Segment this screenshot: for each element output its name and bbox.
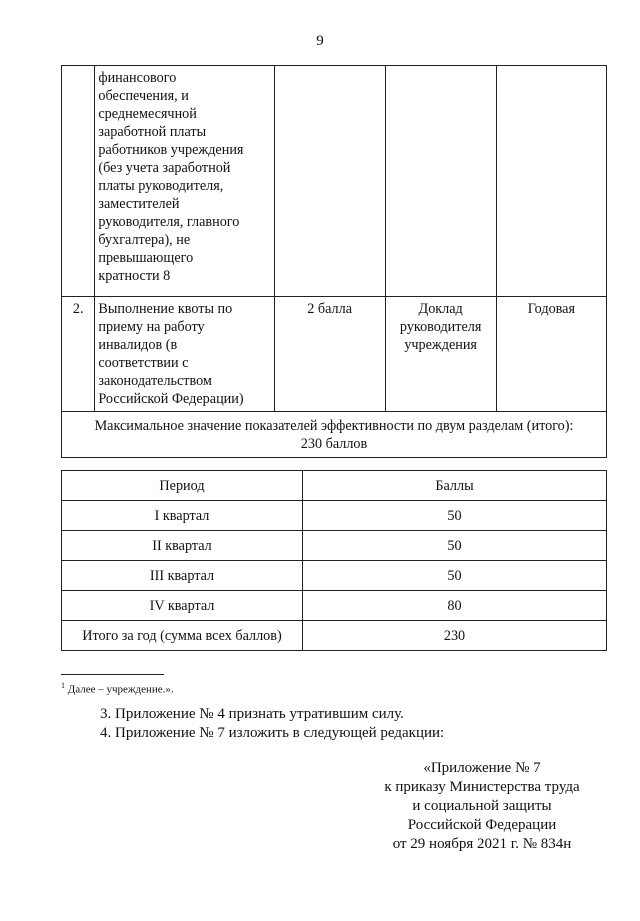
report-line: учреждения xyxy=(404,337,477,353)
report-cell xyxy=(385,297,496,412)
indicator-name-cell xyxy=(95,66,274,297)
footnote-divider xyxy=(61,674,164,675)
row-number-cell: 2. xyxy=(62,297,95,412)
footnote xyxy=(61,681,174,696)
table-row xyxy=(62,561,607,591)
table-row xyxy=(62,297,607,412)
table-row xyxy=(62,66,607,297)
table-row xyxy=(62,501,607,531)
indicator-name-line: финансового xyxy=(98,70,177,86)
indicator-name-line: бухгалтера), не xyxy=(98,232,191,248)
indicator-name-line: инвалидов (в xyxy=(98,337,178,353)
table-row xyxy=(62,531,607,561)
indicator-name-line: соответствии с xyxy=(98,355,189,371)
table-row xyxy=(62,591,607,621)
report-line: Доклад xyxy=(418,301,463,317)
indicator-name-line: заместителей xyxy=(98,196,180,212)
indicators-table xyxy=(61,65,607,458)
indicator-name-line: руководителя, главного xyxy=(98,214,240,230)
appendix-line: и социальной защиты xyxy=(412,798,552,814)
points-cell xyxy=(274,66,385,297)
points-cell: 50 xyxy=(303,561,607,591)
appendix-line: к приказу Министерства труда xyxy=(384,779,580,795)
footnote-text: Далее – учреждение.». xyxy=(65,683,174,696)
appendix-line: от 29 ноября 2021 г. № 834н xyxy=(392,836,572,852)
paragraph: 4. Приложение № 7 изложить в следующей редакции: xyxy=(100,725,445,741)
indicator-name-line: (без учета заработной xyxy=(98,160,231,176)
points-cell: 50 xyxy=(303,501,607,531)
header-points: Баллы xyxy=(303,471,607,501)
header-period: Период xyxy=(62,471,303,501)
row-number-cell xyxy=(62,66,95,297)
period-cell: IV квартал xyxy=(62,591,303,621)
indicator-name-line: заработной платы xyxy=(98,124,207,140)
indicator-name-line: среднемесячной xyxy=(98,106,197,122)
indicator-name-line: Российской Федерации) xyxy=(98,391,244,407)
summary-line: Максимальное значение показателей эффективности по двум разделам (итого): xyxy=(94,418,574,434)
period-cell: III квартал xyxy=(62,561,303,591)
report-cell xyxy=(385,66,496,297)
page-number: 9 xyxy=(316,33,324,49)
appendix-line: «Приложение № 7 xyxy=(423,760,541,776)
indicator-name-cell xyxy=(95,297,274,412)
appendix-line: Российской Федерации xyxy=(407,817,557,833)
summary-cell xyxy=(62,412,607,458)
period-cell: I квартал xyxy=(62,501,303,531)
indicator-name-line: платы руководителя, xyxy=(98,178,224,194)
indicator-name-line: кратности 8 xyxy=(98,268,171,284)
points-cell: 50 xyxy=(303,531,607,561)
paragraph: 3. Приложение № 4 признать утратившим силу. xyxy=(100,706,404,722)
period-cell: Итого за год (сумма всех баллов) xyxy=(62,621,303,651)
table-row xyxy=(62,412,607,458)
appendix-header xyxy=(362,759,602,854)
indicator-name-line: приему на работу xyxy=(98,319,205,335)
indicator-name-line: законодательством xyxy=(98,373,212,389)
table-header-row xyxy=(62,471,607,501)
report-line: руководителя xyxy=(399,319,482,335)
footnote-mark: 1 xyxy=(61,681,65,690)
points-cell: 80 xyxy=(303,591,607,621)
indicator-name-line: работников учреждения xyxy=(98,142,244,158)
points-cell: 2 балла xyxy=(274,297,385,412)
quarterly-points-table xyxy=(61,470,607,651)
indicator-name-line: превышающего xyxy=(98,250,194,266)
summary-line: 230 баллов xyxy=(300,436,368,452)
periodicity-cell xyxy=(496,66,606,297)
table-row xyxy=(62,621,607,651)
indicator-name-line: обеспечения, и xyxy=(98,88,189,104)
points-cell: 230 xyxy=(303,621,607,651)
indicator-name-line: Выполнение квоты по xyxy=(98,301,233,317)
periodicity-cell: Годовая xyxy=(496,297,606,412)
period-cell: II квартал xyxy=(62,531,303,561)
